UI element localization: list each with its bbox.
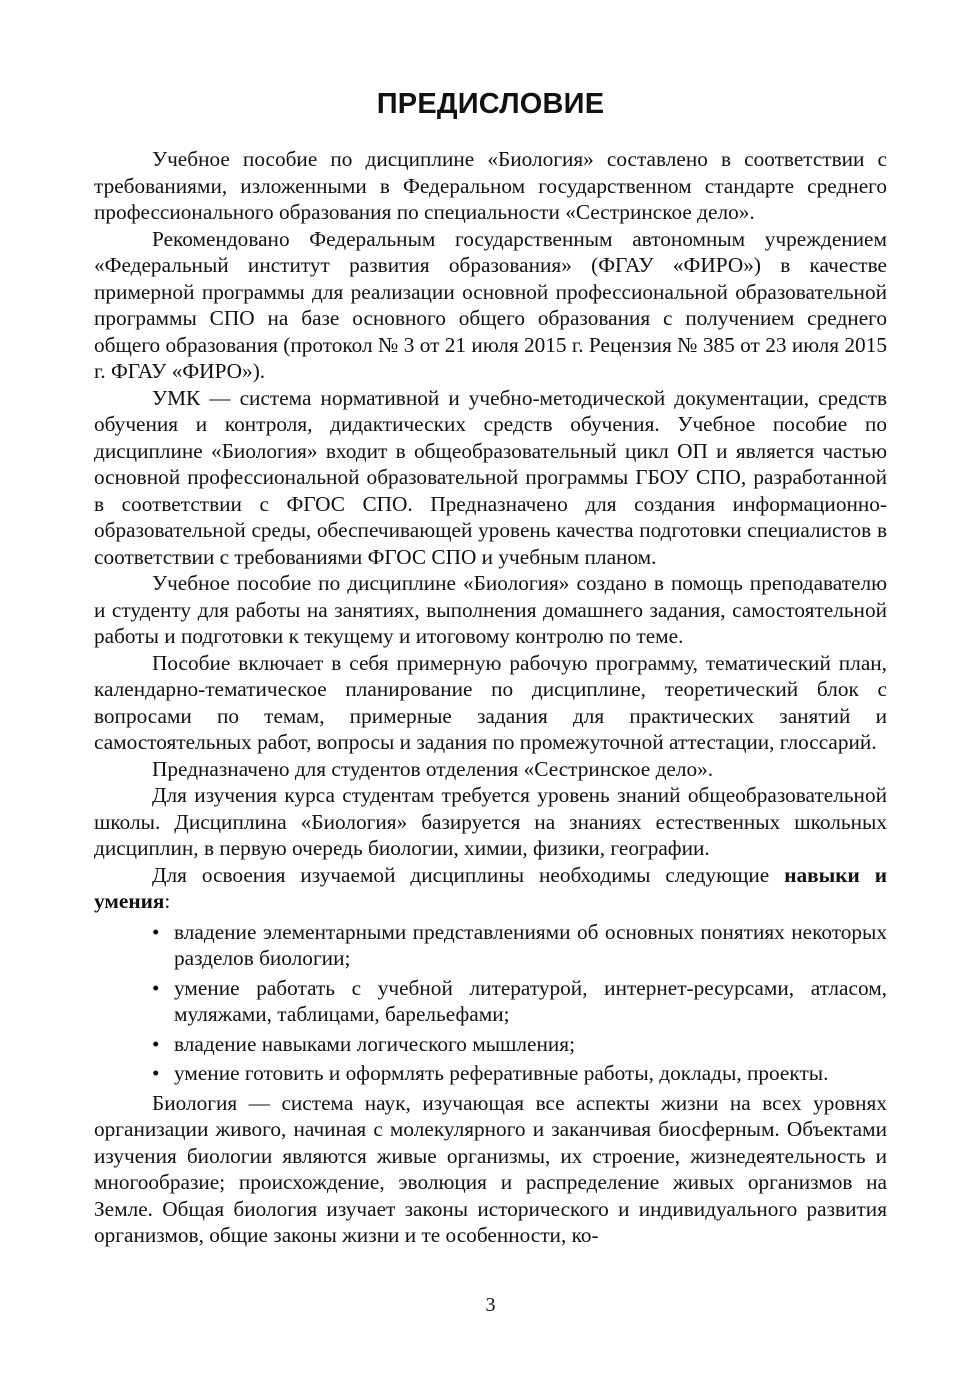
skills-intro-suffix: : [164, 889, 171, 913]
paragraph-recommendation: Рекомендовано Федеральным государственным автономным учреждением «Федеральный институт развития образования» (ФГАУ «ФИРО») в качестве примерной программы для реализации основной профессиональной образовательной программы СПО на базе основного общего образования с получением среднего общего образования (протокол № 3 от 21 июля 2015 г. Рецензия № 385 от 23 июля 2015 г. ФГАУ «ФИРО»). [94, 226, 887, 383]
list-item [94, 1060, 887, 1087]
paragraph-contents: Пособие включает в себя примерную рабочую программу, тематический план, календарно-тематическое планирование по дисциплине, теоретический блок с вопросами по темам, примерные задания для практических занятий и самостоятельных работ, вопросы и задания по промежуточной аттестации, глоссарий. [94, 650, 887, 754]
skills-intro-bold: навыки и умения [94, 862, 887, 913]
bullet-icon: • [152, 919, 160, 944]
paragraph-purpose: Учебное пособие по дисциплине «Биология» создано в помощь преподавателю и студенту для работы на занятиях, выполнения домашнего задания, самостоятельной работы и подготовки к текущему и итоговому контролю по теме. [94, 571, 887, 648]
page-number: 3 [485, 1294, 496, 1316]
bullet-icon: • [152, 1031, 160, 1056]
list-item-text: владение элементарными представлениями об основных понятиях некоторых разделов биологии; [174, 919, 887, 970]
skills-intro-text: Для освоения изучаемой дисциплины необходимы следующие [152, 862, 785, 887]
list-item [94, 919, 887, 972]
list-item-text: владение навыками логического мышления; [174, 1031, 576, 1056]
skills-list [94, 919, 887, 1087]
page-title: ПРЕДИСЛОВИЕ [376, 88, 605, 120]
paragraph-prerequisites: Для изучения курса студентам требуется уровень знаний общеобразовательной школы. Дисциплина «Биология» базируется на знаниях естественных школьных дисциплин, в первую очередь биологии, химии, физики, географии. [94, 783, 887, 860]
list-item-text: умение готовить и оформлять реферативные работы, доклады, проекты. [174, 1061, 829, 1085]
paragraph-biology-definition: Биология — система наук, изучающая все аспекты жизни на всех уровнях организации живого, начиная с молекулярного и заканчивая биосферным. Объектами изучения биологии являются живые организмы, их строение, жизнедеятельность и многообразие; происхождение, эволюция и распределение живых организмов на Земле. Общая биология изучает законы исторического и индивидуального развития организмов, общие законы жизни и те особенности, ко- [94, 1090, 887, 1247]
bullet-icon: • [152, 975, 160, 1000]
paragraph-skills-intro [94, 862, 887, 915]
paragraph-intro: Учебное пособие по дисциплине «Биология» составлено в соответствии с требованиями, изложенными в Федеральном государственном стандарте среднего профессионального образования по специальности «Сестринское дело». [94, 147, 887, 224]
list-item [94, 975, 887, 1028]
bullet-icon: • [152, 1061, 160, 1085]
document-body [94, 146, 887, 1249]
paragraph-umk: УМК — система нормативной и учебно-методической документации, средств обучения и контроля, дидактических средств обучения. Учебное пособие по дисциплине «Биология» входит в общеобразовательный цикл ОП и является частью основной профессиональной образовательной программы ГБОУ СПО, разработанной в соответствии с ФГОС СПО. Предназначено для создания информационно-образовательной среды, обеспечивающей уровень качества подготовки специалистов в соответствии с требованиями ФГОС СПО и учебным планом. [94, 385, 887, 569]
paragraph-audience: Предназначено для студентов отделения «Сестринское дело». [152, 756, 714, 781]
list-item-text: умение работать с учебной литературой, интернет-ресурсами, атласом, муляжами, таблицами, барельефами; [174, 975, 887, 1026]
list-item [94, 1031, 887, 1058]
